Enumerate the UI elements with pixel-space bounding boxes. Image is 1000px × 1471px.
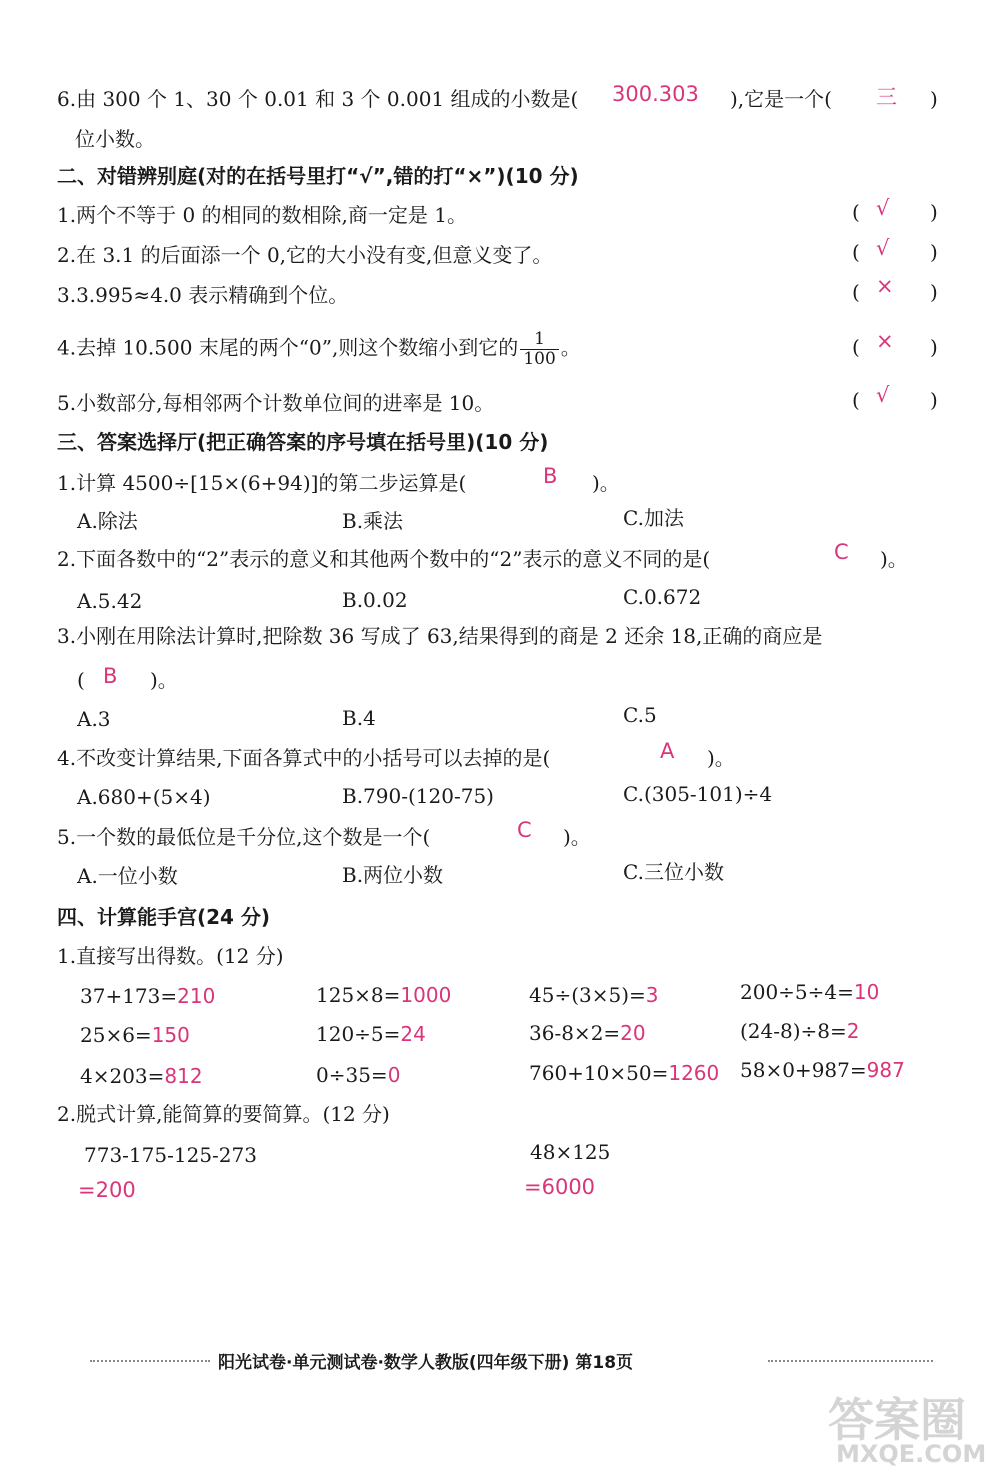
step-calc-expression-2: 48×125 bbox=[530, 1140, 611, 1164]
calc-answer: 210 bbox=[177, 984, 216, 1008]
s3-q1-option-a: A.除法 bbox=[77, 509, 138, 533]
calc-expression: 36-8×2= bbox=[529, 1021, 621, 1045]
calc-expression: (24-8)÷8= bbox=[740, 1019, 847, 1043]
s2-answer-2: √ bbox=[876, 236, 890, 260]
calc-item bbox=[740, 980, 879, 1004]
s3-q5-option-a: A.一位小数 bbox=[77, 864, 178, 888]
s3-q2-text: 2.下面各数中的“2”表示的意义和其他两个数中的“2”表示的意义不同的是( bbox=[57, 547, 711, 571]
fraction-numerator: 1 bbox=[520, 330, 558, 350]
calc-answer: 24 bbox=[400, 1022, 426, 1046]
s3-q5-answer: C bbox=[517, 818, 532, 842]
s3-q2-answer: C bbox=[834, 540, 849, 564]
footer-divider-right bbox=[768, 1360, 933, 1362]
s2-item-4-text: 4.去掉 10.500 末尾的两个“0”,则这个数缩小到它的 bbox=[57, 335, 519, 360]
calc-expression: 25×6= bbox=[80, 1023, 152, 1047]
s3-q4-option-b: B.790-(120-75) bbox=[342, 784, 494, 808]
s3-q4-close: )。 bbox=[707, 746, 735, 770]
s2-paren-close-5: ) bbox=[930, 388, 938, 412]
calc-item bbox=[316, 1022, 426, 1046]
calc-item bbox=[80, 1023, 190, 1047]
calc-expression: 0÷35= bbox=[316, 1063, 388, 1087]
q6-close: ) bbox=[930, 87, 938, 111]
q6-answer-decimal: 300.303 bbox=[612, 82, 699, 106]
footer-divider-left bbox=[90, 1360, 210, 1362]
calc-item bbox=[740, 1058, 905, 1082]
section3-title: 三、答案选择厅(把正确答案的序号填在括号里)(10 分) bbox=[57, 430, 549, 454]
s2-item-2: 2.在 3.1 的后面添一个 0,它的大小没有变,但意义变了。 bbox=[57, 243, 553, 267]
watermark-logo: 答案圈 bbox=[828, 1393, 966, 1447]
s4-part2-title: 2.脱式计算,能简算的要简算。(12 分) bbox=[57, 1102, 390, 1126]
fraction-denominator: 100 bbox=[523, 348, 556, 369]
s3-q5-close: )。 bbox=[563, 825, 591, 849]
calc-expression: 120÷5= bbox=[316, 1022, 401, 1046]
page-footer: 阳光试卷·单元测试卷·数学人教版(四年级下册) 第18页 bbox=[218, 1353, 634, 1373]
calc-expression: 58×0+987= bbox=[740, 1058, 867, 1082]
calc-item bbox=[529, 1061, 719, 1085]
s3-q2-option-b: B.0.02 bbox=[342, 588, 408, 612]
q6-answer-digits: 三 bbox=[876, 85, 897, 109]
s2-paren-open-3: ( bbox=[852, 280, 860, 304]
calc-item bbox=[80, 984, 215, 1008]
s3-q5-text: 5.一个数的最低位是千分位,这个数是一个( bbox=[57, 825, 431, 849]
fraction-one-hundredth bbox=[520, 330, 558, 368]
s3-q2-option-a: A.5.42 bbox=[77, 589, 143, 613]
calc-item bbox=[80, 1064, 203, 1088]
s2-item-4 bbox=[57, 330, 581, 368]
s3-q4-option-a: A.680+(5×4) bbox=[77, 785, 211, 809]
s3-q3-option-b: B.4 bbox=[342, 706, 376, 730]
s2-paren-close-2: ) bbox=[930, 240, 938, 264]
s3-q2-close: )。 bbox=[880, 547, 908, 571]
calc-answer: 812 bbox=[164, 1064, 203, 1088]
calc-answer: 3 bbox=[645, 983, 659, 1007]
s3-q3-option-c: C.5 bbox=[623, 703, 657, 727]
calc-answer: 1260 bbox=[668, 1061, 720, 1085]
watermark-url: MXQE.COM bbox=[836, 1440, 987, 1468]
s2-paren-close-1: ) bbox=[930, 200, 938, 224]
calc-answer: 0 bbox=[387, 1063, 401, 1087]
s4-part1-title: 1.直接写出得数。(12 分) bbox=[57, 944, 284, 968]
calc-answer: 1000 bbox=[400, 983, 452, 1007]
q6-line1 bbox=[57, 87, 578, 111]
s3-q4-answer: A bbox=[660, 739, 675, 763]
s3-q3-answer: B bbox=[103, 664, 118, 688]
calc-expression: 45÷(3×5)= bbox=[529, 983, 646, 1007]
s2-answer-3: × bbox=[876, 274, 894, 298]
s3-q3-text: 3.小刚在用除法计算时,把除数 36 写成了 63,结果得到的商是 2 还余 18,正确的商应是 bbox=[57, 624, 823, 648]
s2-paren-open-2: ( bbox=[852, 240, 860, 264]
q6-prefix: 6.由 300 个 1、30 个 0.01 和 3 个 0.001 组成的小数是( bbox=[57, 87, 579, 111]
s2-paren-close-4: ) bbox=[930, 335, 938, 359]
s2-paren-open-5: ( bbox=[852, 388, 860, 412]
calc-item bbox=[740, 1019, 860, 1043]
calc-expression: 4×203= bbox=[80, 1064, 165, 1088]
s3-q1-text: 1.计算 4500÷[15×(6+94)]的第二步运算是( bbox=[57, 471, 467, 495]
step-calc-answer-1: =200 bbox=[78, 1178, 136, 1202]
s3-q1-option-c: C.加法 bbox=[623, 506, 684, 530]
calc-expression: 760+10×50= bbox=[529, 1061, 669, 1085]
calc-answer: 2 bbox=[846, 1019, 860, 1043]
s3-q3-close: )。 bbox=[150, 668, 178, 692]
s2-paren-open-4: ( bbox=[852, 335, 860, 359]
calc-answer: 987 bbox=[866, 1058, 905, 1082]
calc-item bbox=[529, 983, 659, 1007]
calc-expression: 37+173= bbox=[80, 984, 178, 1008]
q6-line2: 位小数。 bbox=[75, 127, 155, 151]
calc-expression: 125×8= bbox=[316, 983, 401, 1007]
step-calc-expression-1: 773-175-125-273 bbox=[84, 1143, 257, 1167]
s3-q1-option-b: B.乘法 bbox=[342, 509, 404, 533]
s3-q1-answer: B bbox=[543, 464, 558, 488]
s3-q2-option-c: C.0.672 bbox=[623, 585, 702, 609]
calc-answer: 10 bbox=[853, 980, 880, 1004]
s2-answer-4: × bbox=[876, 329, 894, 353]
s3-q5-option-b: B.两位小数 bbox=[342, 863, 444, 887]
calc-item bbox=[316, 1063, 400, 1087]
s3-q5-option-c: C.三位小数 bbox=[623, 860, 724, 884]
q6-mid: ),它是一个( bbox=[730, 87, 832, 111]
s2-item-1: 1.两个不等于 0 的相同的数相除,商一定是 1。 bbox=[57, 203, 467, 227]
s2-answer-5: √ bbox=[876, 383, 890, 407]
s2-item-5: 5.小数部分,每相邻两个计数单位间的进率是 10。 bbox=[57, 391, 495, 415]
s2-item-3: 3.3.995≈4.0 表示精确到个位。 bbox=[57, 283, 349, 307]
s2-paren-open-1: ( bbox=[852, 200, 860, 224]
section2-title: 二、对错辨别庭(对的在括号里打“√”,错的打“×”)(10 分) bbox=[57, 164, 579, 188]
s3-q3-open: ( bbox=[77, 668, 85, 692]
calc-item bbox=[316, 983, 451, 1007]
step-calc-answer-2: =6000 bbox=[524, 1175, 596, 1199]
calc-answer: 20 bbox=[620, 1021, 646, 1045]
s3-q4-text: 4.不改变计算结果,下面各算式中的小括号可以去掉的是( bbox=[57, 746, 551, 770]
section4-title: 四、计算能手宫(24 分) bbox=[57, 905, 271, 929]
s3-q1-close: )。 bbox=[592, 471, 620, 495]
s2-answer-1: √ bbox=[876, 196, 890, 220]
calc-item bbox=[529, 1021, 646, 1045]
s2-paren-close-3: ) bbox=[930, 280, 938, 304]
s3-q4-option-c: C.(305-101)÷4 bbox=[623, 782, 773, 806]
s2-item-4-suffix: 。 bbox=[560, 335, 581, 360]
calc-expression: 200÷5÷4= bbox=[740, 980, 854, 1004]
s3-q3-option-a: A.3 bbox=[77, 707, 111, 731]
calc-answer: 150 bbox=[151, 1023, 190, 1047]
